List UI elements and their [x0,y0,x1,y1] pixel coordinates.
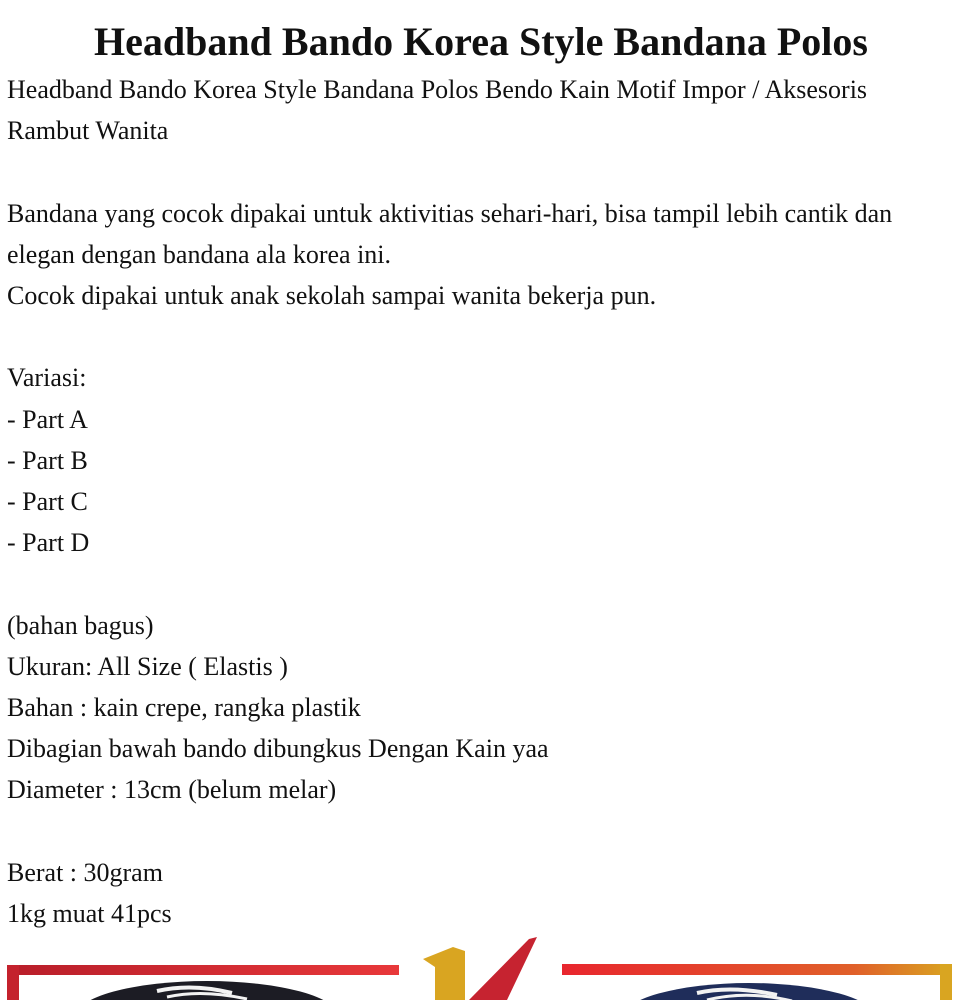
left-model-hair [75,981,339,1000]
description-line: - Part C [7,487,88,516]
description-line: - Part B [7,445,88,475]
gold-number-shape [423,947,465,1000]
right-frame-side [940,964,952,1000]
description-blank-line [7,811,952,852]
right-frame-top [562,964,952,975]
product-title: Headband Bando Korea Style Bandana Polos [94,19,868,64]
description-line: Variasi: [7,363,87,393]
description-blank-line [7,151,952,192]
banner-graphic [7,937,952,1000]
red-diagonal-accent [469,937,537,1000]
description-line: Bandana yang cocok dipakai untuk aktivitias sehari-hari, bisa tampil lebih cantik dan elegan dengan bandana ala korea ini. [7,198,893,269]
product-description [7,69,952,934]
description-line: Bahan : kain crepe, rangka plastik [7,693,361,722]
description-line: Headband Bando Korea Style Bandana Polos Bendo Kain Motif Impor / Aksesoris Rambut Wanita [7,75,868,146]
description-line: Diameter : 13cm (belum melar) [7,775,337,805]
left-frame-top [7,965,399,975]
product-image-banner[interactable] [7,937,952,1000]
description-line: Dibagian bawah bando dibungkus Dengan Kain yaa [7,734,549,764]
description-line: 1kg muat 41pcs [7,899,172,928]
description-line: - Part A [7,404,88,434]
description-line: Cocok dipakai untuk anak sekolah sampai wanita bekerja pun. [7,281,657,310]
description-line: Ukuran: All Size ( Elastis ) [7,651,288,681]
description-blank-line [7,316,952,357]
description-line: - Part D [7,528,90,558]
description-blank-line [7,563,952,604]
description-line: Berat : 30gram [7,857,163,887]
left-frame-side [7,965,19,1000]
description-line: (bahan bagus) [7,610,154,640]
